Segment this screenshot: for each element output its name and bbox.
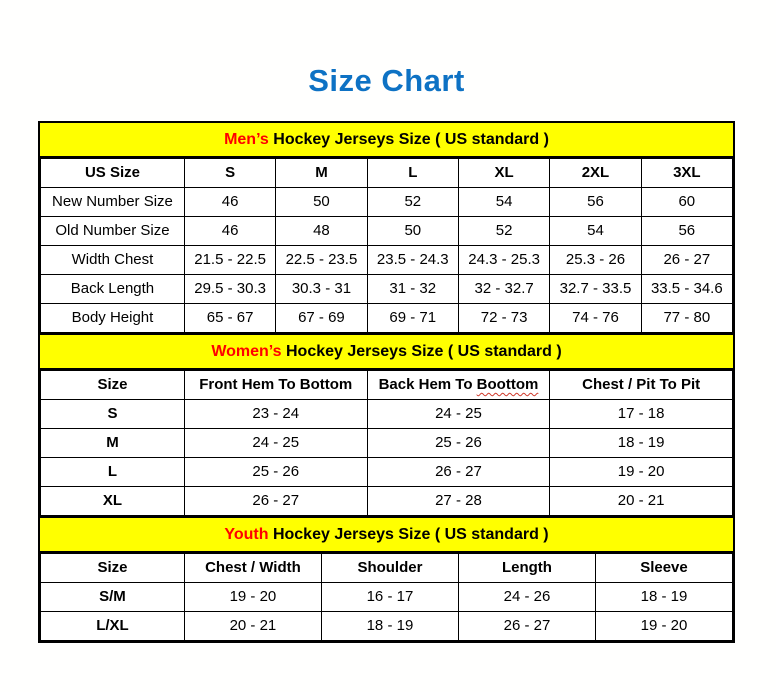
womens-value-cell: 25 - 26: [367, 429, 550, 458]
mens-value-cell: 29.5 - 30.3: [184, 275, 275, 304]
mens-value-cell: 60: [641, 188, 732, 217]
mens-value-cell: 77 - 80: [641, 304, 732, 333]
mens-row-label: Width Chest: [41, 246, 185, 275]
mens-column-header: US Size: [41, 159, 185, 188]
mens-value-cell: 52: [458, 217, 549, 246]
misspelled-word: Boottom: [476, 375, 539, 393]
column-header-text: Back Hem To: [378, 375, 477, 393]
womens-table-row: [41, 487, 733, 516]
mens-value-cell: 56: [550, 188, 641, 217]
womens-value-cell: 19 - 20: [550, 458, 733, 487]
womens-table-row: [41, 429, 733, 458]
mens-table: [40, 158, 733, 333]
womens-value-cell: 24 - 25: [184, 429, 367, 458]
mens-value-cell: 21.5 - 22.5: [184, 246, 275, 275]
mens-value-cell: 48: [276, 217, 367, 246]
youth-column-header: Shoulder: [321, 554, 458, 583]
youth-header-row: [41, 554, 733, 583]
mens-table-row: [41, 217, 733, 246]
youth-section-title-text: Hockey Jerseys Size ( US standard ): [268, 526, 549, 543]
mens-value-cell: 65 - 67: [184, 304, 275, 333]
mens-value-cell: 46: [184, 188, 275, 217]
mens-column-header: 3XL: [641, 159, 732, 188]
youth-value-cell: 16 - 17: [321, 583, 458, 612]
mens-value-cell: 23.5 - 24.3: [367, 246, 458, 275]
mens-row-label: New Number Size: [41, 188, 185, 217]
womens-value-cell: 17 - 18: [550, 400, 733, 429]
youth-column-header: Sleeve: [595, 554, 732, 583]
youth-value-cell: 24 - 26: [458, 583, 595, 612]
mens-value-cell: 72 - 73: [458, 304, 549, 333]
youth-section-title: [40, 516, 733, 553]
youth-column-header: Chest / Width: [184, 554, 321, 583]
mens-value-cell: 46: [184, 217, 275, 246]
youth-column-header: Size: [41, 554, 185, 583]
youth-column-header: Length: [458, 554, 595, 583]
mens-row-label: Back Length: [41, 275, 185, 304]
mens-section-title-highlight: Men’s: [224, 131, 269, 148]
youth-table-row: [41, 583, 733, 612]
womens-row-label: XL: [41, 487, 185, 516]
womens-value-cell: 25 - 26: [184, 458, 367, 487]
mens-table-row: [41, 304, 733, 333]
mens-value-cell: 54: [458, 188, 549, 217]
womens-table: [40, 370, 733, 516]
mens-row-label: Old Number Size: [41, 217, 185, 246]
womens-section-title: [40, 333, 733, 370]
mens-value-cell: 32 - 32.7: [458, 275, 549, 304]
womens-value-cell: 27 - 28: [367, 487, 550, 516]
mens-value-cell: 25.3 - 26: [550, 246, 641, 275]
youth-value-cell: 18 - 19: [321, 612, 458, 641]
youth-value-cell: 19 - 20: [184, 583, 321, 612]
womens-row-label: S: [41, 400, 185, 429]
womens-column-header: Size: [41, 371, 185, 400]
womens-value-cell: 26 - 27: [367, 458, 550, 487]
mens-value-cell: 31 - 32: [367, 275, 458, 304]
youth-row-label: L/XL: [41, 612, 185, 641]
mens-value-cell: 24.3 - 25.3: [458, 246, 549, 275]
mens-value-cell: 50: [276, 188, 367, 217]
womens-column-header: Chest / Pit To Pit: [550, 371, 733, 400]
mens-value-cell: 30.3 - 31: [276, 275, 367, 304]
mens-column-header: S: [184, 159, 275, 188]
youth-row-label: S/M: [41, 583, 185, 612]
mens-header-row: [41, 159, 733, 188]
womens-value-cell: 26 - 27: [184, 487, 367, 516]
mens-column-header: XL: [458, 159, 549, 188]
womens-column-header: [367, 371, 550, 400]
mens-table-row: [41, 246, 733, 275]
womens-value-cell: 18 - 19: [550, 429, 733, 458]
mens-column-header: M: [276, 159, 367, 188]
mens-value-cell: 26 - 27: [641, 246, 732, 275]
youth-value-cell: 20 - 21: [184, 612, 321, 641]
mens-value-cell: 54: [550, 217, 641, 246]
mens-value-cell: 22.5 - 23.5: [276, 246, 367, 275]
youth-section-title-highlight: Youth: [224, 526, 269, 543]
mens-value-cell: 33.5 - 34.6: [641, 275, 732, 304]
mens-table-row: [41, 188, 733, 217]
mens-section-title: [40, 123, 733, 158]
mens-column-header: 2XL: [550, 159, 641, 188]
mens-value-cell: 32.7 - 33.5: [550, 275, 641, 304]
mens-value-cell: 56: [641, 217, 732, 246]
womens-value-cell: 20 - 21: [550, 487, 733, 516]
mens-value-cell: 67 - 69: [276, 304, 367, 333]
mens-row-label: Body Height: [41, 304, 185, 333]
womens-row-label: L: [41, 458, 185, 487]
mens-value-cell: 74 - 76: [550, 304, 641, 333]
youth-table-row: [41, 612, 733, 641]
youth-value-cell: 26 - 27: [458, 612, 595, 641]
womens-value-cell: 24 - 25: [367, 400, 550, 429]
womens-section-title-text: Hockey Jerseys Size ( US standard ): [281, 343, 562, 360]
womens-table-row: [41, 458, 733, 487]
womens-column-header: Front Hem To Bottom: [184, 371, 367, 400]
youth-value-cell: 19 - 20: [595, 612, 732, 641]
mens-value-cell: 50: [367, 217, 458, 246]
womens-header-row: [41, 371, 733, 400]
womens-section-title-highlight: Women’s: [211, 343, 282, 360]
size-chart-tables: [38, 121, 735, 643]
youth-table: [40, 553, 733, 641]
youth-value-cell: 18 - 19: [595, 583, 732, 612]
page-title: Size Chart: [308, 63, 465, 98]
mens-value-cell: 69 - 71: [367, 304, 458, 333]
womens-table-row: [41, 400, 733, 429]
womens-row-label: M: [41, 429, 185, 458]
mens-value-cell: 52: [367, 188, 458, 217]
mens-table-row: [41, 275, 733, 304]
mens-section-title-text: Hockey Jerseys Size ( US standard ): [268, 131, 549, 148]
womens-value-cell: 23 - 24: [184, 400, 367, 429]
mens-column-header: L: [367, 159, 458, 188]
